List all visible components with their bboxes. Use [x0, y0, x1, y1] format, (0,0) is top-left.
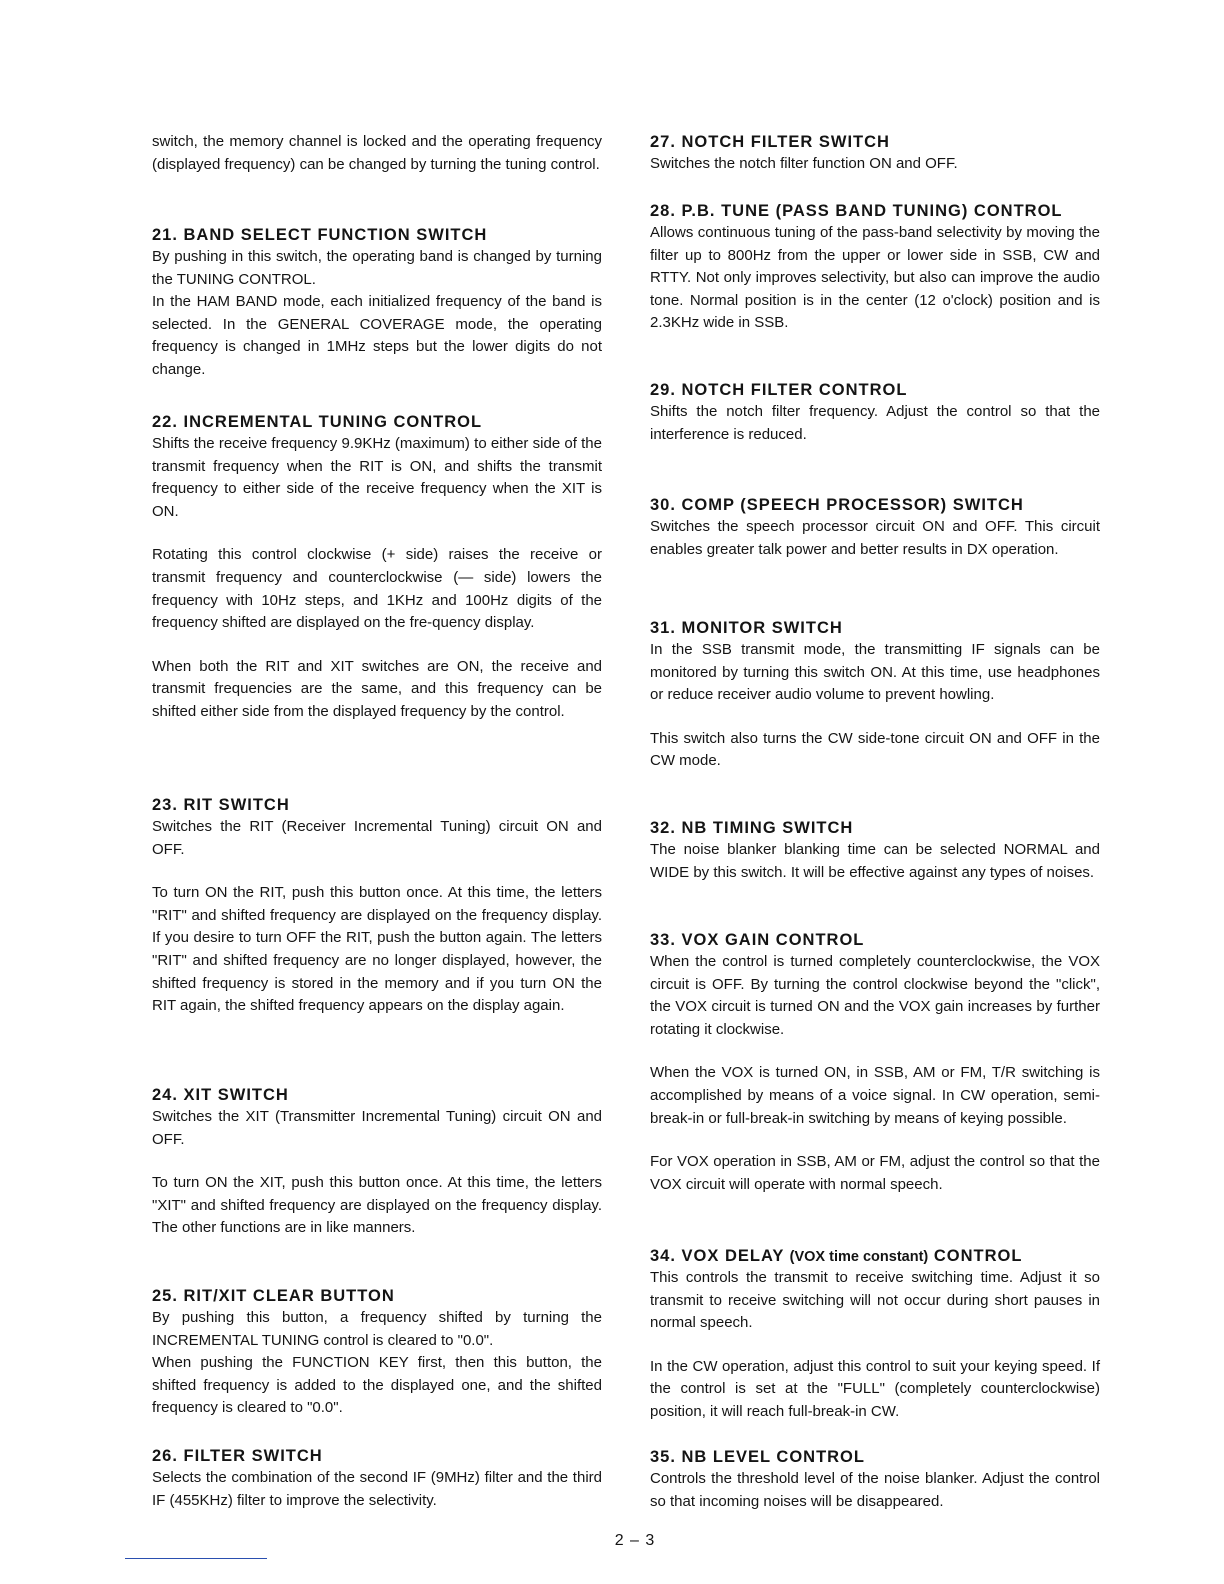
section-25 — [152, 1285, 602, 1420]
section-27-title: 27. NOTCH FILTER SWITCH — [650, 133, 890, 151]
section-33-title: 33. VOX GAIN CONTROL — [650, 931, 865, 949]
section-29-title: 29. NOTCH FILTER CONTROL — [650, 381, 908, 399]
section-22 — [152, 411, 602, 724]
section-33-text-3: For VOX operation in SSB, AM or FM, adjust the control so that the VOX circuit will operate with normal speech. — [650, 1153, 1100, 1193]
section-26-title: 26. FILTER SWITCH — [152, 1447, 323, 1465]
section-24-text-1: Switches the XIT (Transmitter Incremental Tuning) circuit ON and OFF. — [152, 1108, 602, 1148]
section-23 — [152, 794, 602, 1018]
section-28 — [650, 200, 1100, 335]
section-32-title: 32. NB TIMING SWITCH — [650, 819, 854, 837]
section-31-title: 31. MONITOR SWITCH — [650, 619, 843, 637]
section-24-text-2: To turn ON the XIT, push this button once. At this time, the letters "XIT" and shifted frequency are displayed on the frequency display. The other functions are in like manners. — [152, 1174, 602, 1237]
section-23-title: 23. RIT SWITCH — [152, 796, 290, 814]
section-34-title-a: 34. VOX DELAY — [650, 1247, 790, 1265]
section-34-text-2: In the CW operation, adjust this control to suit your keying speed. If the control is set at the "FULL" (completely counterclockwise) position, it will reach full-break-in CW. — [650, 1357, 1100, 1420]
section-30-title: 30. COMP (SPEECH PROCESSOR) SWITCH — [650, 496, 1024, 514]
section-34-text-1: This controls the transmit to receive switching time. Adjust it so transmit to receive switching will not occur during short pauses in normal speech. — [650, 1269, 1100, 1332]
section-24-title: 24. XIT SWITCH — [152, 1086, 289, 1104]
section-21 — [152, 224, 602, 382]
footer-rule — [125, 1558, 267, 1559]
section-21-text-2: In the HAM BAND mode, each initialized frequency of the band is selected. In the GENERAL COVERAGE mode, the operating frequency is changed in 1MHz steps but the lower digits do not change. — [152, 293, 602, 378]
section-35 — [650, 1446, 1100, 1513]
section-22-title: 22. INCREMENTAL TUNING CONTROL — [152, 413, 483, 431]
section-31-text-2: This switch also turns the CW side-tone circuit ON and OFF in the CW mode. — [650, 729, 1100, 770]
section-25-text-2: When pushing the FUNCTION KEY first, then this button, the shifted frequency is added to the displayed one, and the shifted frequency is cleared to "0.0". — [152, 1354, 602, 1417]
section-22-text-1: Shifts the receive frequency 9.9KHz (maximum) to either side of the transmit frequency when the RIT is ON, and shifts the transmit frequency to either side of the receive frequency when the XIT is ON. — [152, 435, 602, 520]
section-30 — [650, 494, 1100, 561]
section-25-text-1: By pushing this button, a frequency shifted by turning the INCREMENTAL TUNING control is cleared to "0.0". — [152, 1309, 602, 1349]
section-34-title-c: CONTROL — [928, 1247, 1023, 1265]
section-23-text-1: Switches the RIT (Receiver Incremental Tuning) circuit ON and OFF. — [152, 818, 602, 858]
section-31-text-1: In the SSB transmit mode, the transmitting IF signals can be monitored by turning this switch ON. At this time, use headphones or reduce receiver audio volume to prevent howling. — [650, 641, 1100, 704]
section-22-text-2: Rotating this control clockwise (+ side) raises the receive or transmit frequency and counterclockwise (— side) lowers the frequency with 10Hz steps, and 1KHz and 100Hz digits of the frequency shifted are displayed on the fre-quency display. — [152, 546, 602, 632]
section-21-title: 21. BAND SELECT FUNCTION SWITCH — [152, 226, 488, 244]
section-34 — [650, 1245, 1100, 1424]
section-28-text-1: Allows continuous tuning of the pass-band selectivity by moving the filter up to 800Hz from the upper or lower side in SSB, CW and RTTY. Not only improves selectivity, but also can improve the audio tone. Normal position is in the center (12 o'clock) position and is 2.3KHz wide in SSB. — [650, 224, 1100, 332]
section-33-text-2: When the VOX is turned ON, in SSB, AM or FM, T/R switching is accomplished by means of a voice signal. In CW operation, semi-break-in or full-break-in switching by means of keying possible. — [650, 1064, 1100, 1127]
section-31 — [650, 617, 1100, 773]
section-32 — [650, 817, 1100, 884]
section-24 — [152, 1084, 602, 1240]
section-27 — [650, 131, 1100, 176]
section-29 — [650, 379, 1100, 446]
section-29-text-1: Shifts the notch filter frequency. Adjust the control so that the interference is reduced. — [650, 403, 1100, 443]
section-33 — [650, 929, 1100, 1196]
section-26 — [152, 1445, 602, 1512]
intro-section — [152, 131, 602, 176]
page-number: 2 – 3 — [614, 1532, 656, 1549]
section-26-text-1: Selects the combination of the second IF (9MHz) filter and the third IF (455KHz) filter to improve the selectivity. — [152, 1469, 602, 1509]
section-33-text-1: When the control is turned completely counterclockwise, the VOX circuit is OFF. By turning the control clockwise beyond the "click", the VOX circuit is turned ON and the VOX gain increases by further rotating it clockwise. — [650, 953, 1100, 1038]
section-30-text-1: Switches the speech processor circuit ON and OFF. This circuit enables greater talk power and better results in DX operation. — [650, 518, 1100, 558]
section-34-title — [650, 1245, 1100, 1267]
section-23-text-2: To turn ON the RIT, push this button once. At this time, the letters "RIT" and shifted frequency are displayed on the frequency display. If you desire to turn OFF the RIT, push the button again. The letters "RIT" and shifted frequency are no longer displayed, however, the shifted frequency is stored in the memory and if you turn ON the RIT again, the shifted frequency appears on the display again. — [152, 884, 602, 1015]
section-27-text-1: Switches the notch filter function ON and OFF. — [650, 155, 958, 172]
section-35-title: 35. NB LEVEL CONTROL — [650, 1448, 865, 1466]
section-35-text-1: Controls the threshold level of the noise blanker. Adjust the control so that incoming noises will be disappeared. — [650, 1470, 1100, 1510]
section-28-title: 28. P.B. TUNE (PASS BAND TUNING) CONTROL — [650, 202, 1063, 220]
section-32-text-1: The noise blanker blanking time can be selected NORMAL and WIDE by this switch. It will be effective against any types of noises. — [650, 841, 1100, 881]
section-34-title-b: (VOX time constant) — [789, 1249, 929, 1265]
section-21-text-1: By pushing in this switch, the operating band is changed by turning the TUNING CONTROL. — [152, 248, 602, 288]
intro-text: switch, the memory channel is locked and the operating frequency (displayed frequency) can be changed by turning the tuning control. — [152, 133, 602, 173]
section-22-text-3: When both the RIT and XIT switches are ON, the receive and transmit frequencies are the same, and this frequency can be shifted either side from the displayed frequency by the control. — [152, 657, 602, 720]
section-25-title: 25. RIT/XIT CLEAR BUTTON — [152, 1287, 395, 1305]
